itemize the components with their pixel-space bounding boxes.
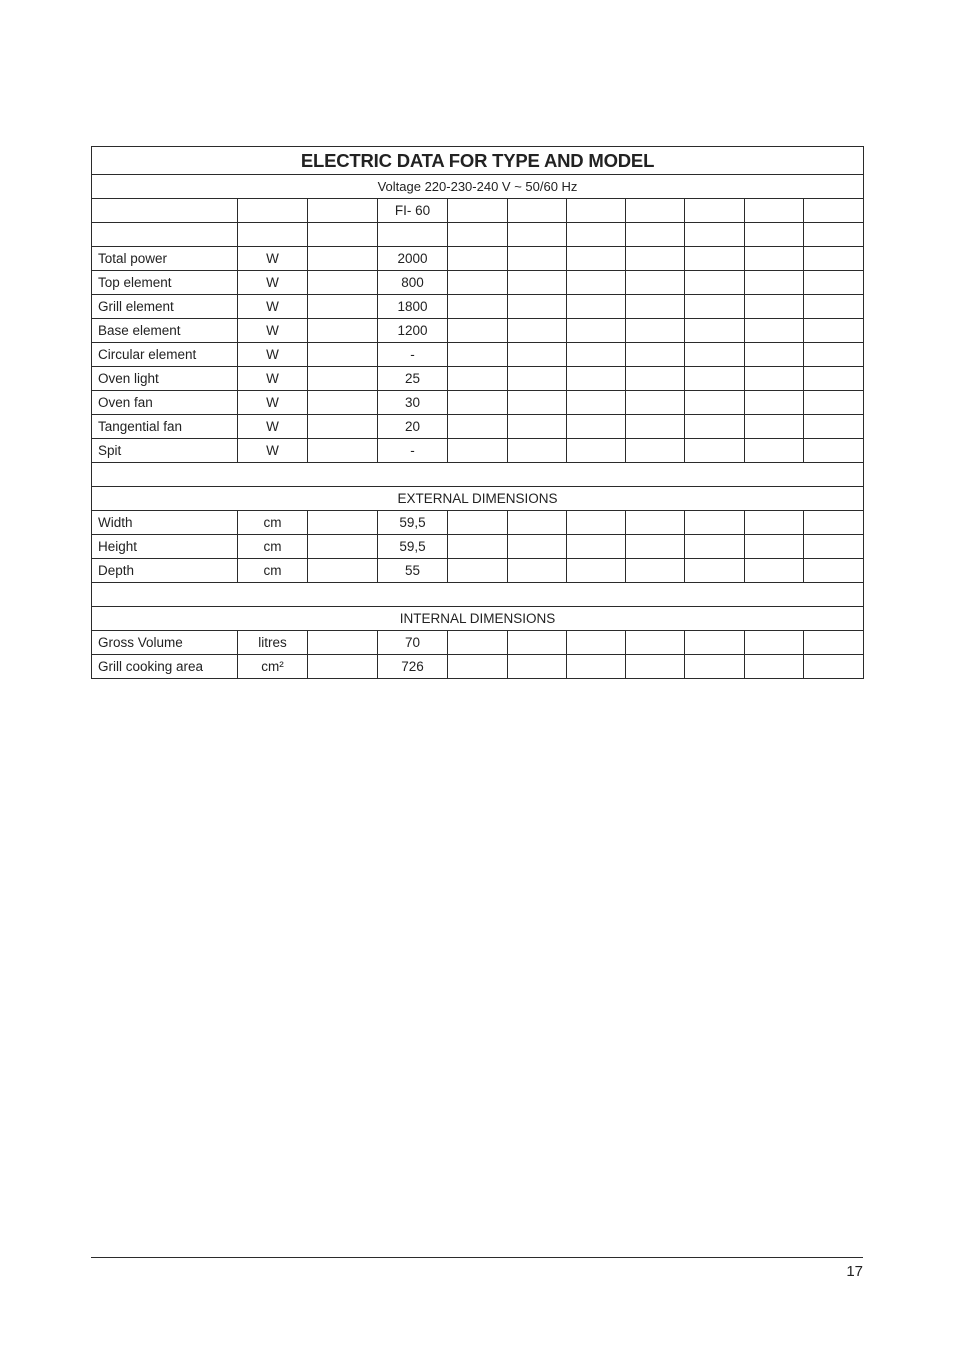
row-unit: W (238, 271, 308, 295)
model-row (92, 199, 864, 223)
row-label: Gross Volume (92, 631, 238, 655)
voltage-label: Voltage 220-230-240 V ~ 50/60 Hz (92, 175, 864, 199)
page-number: 17 (846, 1263, 863, 1280)
row-value: 1800 (378, 295, 448, 319)
table-row (92, 631, 864, 655)
row-label: Spit (92, 439, 238, 463)
row-label: Oven light (92, 367, 238, 391)
row-unit: W (238, 367, 308, 391)
row-value: 25 (378, 367, 448, 391)
row-label: Height (92, 535, 238, 559)
row-label: Top element (92, 271, 238, 295)
row-unit: cm (238, 511, 308, 535)
table-row (92, 559, 864, 583)
table-row (92, 391, 864, 415)
row-unit: W (238, 247, 308, 271)
voltage-row (92, 175, 864, 199)
row-label: Grill element (92, 295, 238, 319)
row-value: 30 (378, 391, 448, 415)
row-value: 800 (378, 271, 448, 295)
row-unit: cm (238, 535, 308, 559)
row-value: 2000 (378, 247, 448, 271)
table-row (92, 655, 864, 679)
spacer-row (92, 463, 864, 487)
table-row (92, 295, 864, 319)
internal-dimensions-heading-row (92, 607, 864, 631)
row-unit: W (238, 391, 308, 415)
spacer-row (92, 583, 864, 607)
row-value: - (378, 439, 448, 463)
external-dimensions-heading-row (92, 487, 864, 511)
row-unit: W (238, 295, 308, 319)
internal-dimensions-heading: INTERNAL DIMENSIONS (92, 607, 864, 631)
row-value: 1200 (378, 319, 448, 343)
external-dimensions-heading: EXTERNAL DIMENSIONS (92, 487, 864, 511)
row-value: 55 (378, 559, 448, 583)
row-unit: litres (238, 631, 308, 655)
row-unit: cm (238, 559, 308, 583)
footer-rule (91, 1257, 863, 1258)
row-value: - (378, 343, 448, 367)
row-label: Grill cooking area (92, 655, 238, 679)
model-name: FI- 60 (378, 199, 448, 223)
table-row (92, 319, 864, 343)
row-unit: W (238, 415, 308, 439)
table-row (92, 439, 864, 463)
row-unit: W (238, 319, 308, 343)
table-title: ELECTRIC DATA FOR TYPE AND MODEL (92, 147, 864, 175)
table-row (92, 271, 864, 295)
blank-row (92, 223, 864, 247)
row-unit: W (238, 439, 308, 463)
table-row (92, 511, 864, 535)
electric-data-table (91, 146, 864, 679)
row-value: 20 (378, 415, 448, 439)
row-value: 726 (378, 655, 448, 679)
row-label: Tangential fan (92, 415, 238, 439)
row-label: Depth (92, 559, 238, 583)
title-row (92, 147, 864, 175)
row-label: Total power (92, 247, 238, 271)
row-value: 70 (378, 631, 448, 655)
row-label: Circular element (92, 343, 238, 367)
table-row (92, 247, 864, 271)
row-unit: cm² (238, 655, 308, 679)
row-unit: W (238, 343, 308, 367)
row-value: 59,5 (378, 511, 448, 535)
table-row (92, 367, 864, 391)
row-value: 59,5 (378, 535, 448, 559)
row-label: Width (92, 511, 238, 535)
table-row (92, 415, 864, 439)
row-label: Base element (92, 319, 238, 343)
table-row (92, 535, 864, 559)
table-row (92, 343, 864, 367)
row-label: Oven fan (92, 391, 238, 415)
